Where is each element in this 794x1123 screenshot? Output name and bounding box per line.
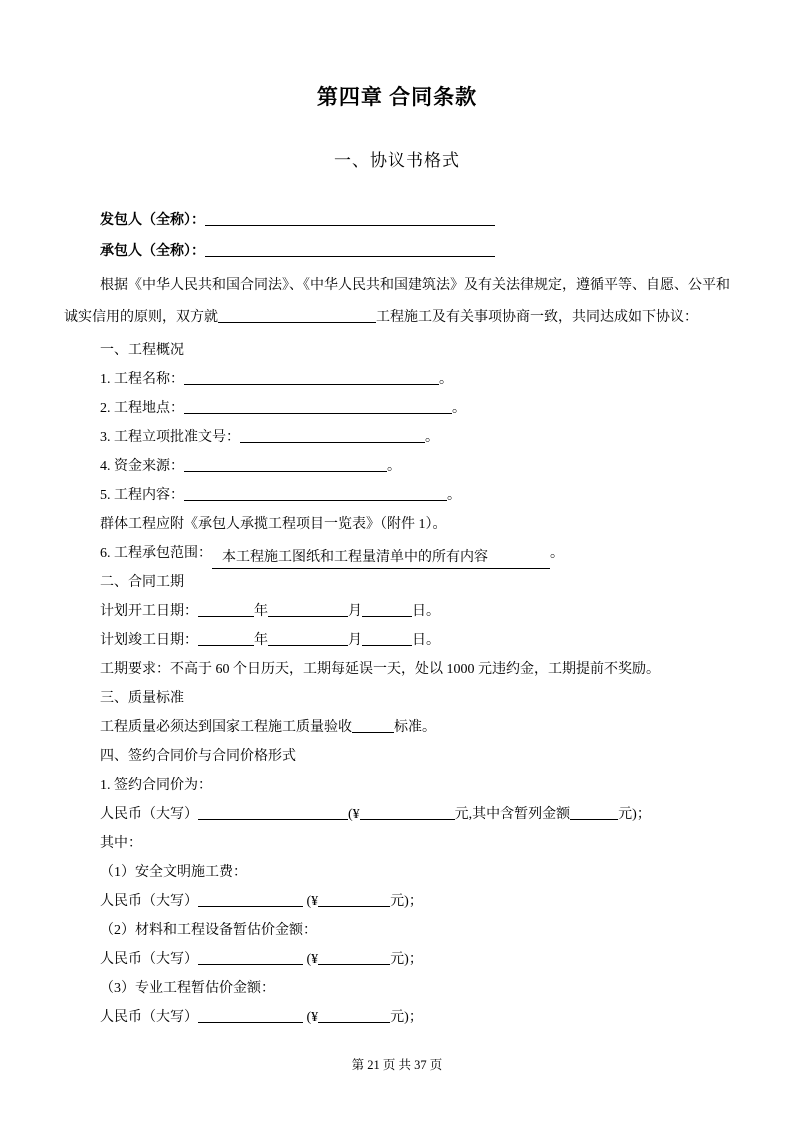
- text-run: 日。: [412, 604, 440, 619]
- preamble-text-before: 根据《中华人民共和国合同法》、《中华人民共和国建筑法》及有关法律规定，遵循平等、自愿、公平和诚实信用的原则，双方就: [64, 278, 730, 325]
- text-run: 1. 工程名称：: [100, 372, 184, 387]
- contract-body: [0, 84, 794, 1032]
- contract-price-amount: [64, 800, 730, 829]
- text-run: 1. 签约合同价为：: [100, 778, 212, 793]
- item-contract-scope: [64, 539, 730, 568]
- planned-start-date: [64, 597, 730, 626]
- text-run: （2）材料和工程设备暂估价金额：: [100, 923, 317, 938]
- text-run: 元)；: [390, 1010, 423, 1025]
- fill-in-blank: [198, 631, 254, 646]
- fill-in-blank: [318, 1008, 390, 1023]
- text-run: 元)；: [390, 952, 423, 967]
- safety-civilized-fee-amount: [64, 887, 730, 916]
- text-run: 2. 工程地点：: [100, 401, 184, 416]
- text-run: 人民币（大写）: [100, 952, 198, 967]
- text-run: 一、工程概况: [100, 343, 184, 358]
- materials-equipment-provisional-amount: [64, 945, 730, 974]
- note-group-project: [64, 510, 730, 539]
- text-run: 。: [425, 430, 439, 445]
- text-run: （1）安全文明施工费：: [100, 865, 247, 880]
- text-run: 计划竣工日期：: [100, 633, 198, 648]
- fill-in-blank: [362, 631, 412, 646]
- text-run: 月: [348, 633, 362, 648]
- breakdown-intro: [64, 829, 730, 858]
- text-run: 。: [439, 372, 453, 387]
- text-run: 。: [387, 459, 401, 474]
- text-run: 元,其中含暂列金额: [454, 807, 571, 822]
- text-run: （3）专业工程暂估价金额：: [100, 981, 275, 996]
- fill-in-blank: [198, 892, 303, 907]
- specialist-works-provisional-label: [64, 974, 730, 1003]
- fill-in-blank: [318, 950, 390, 965]
- fill-in-blank: [362, 602, 412, 617]
- text-run: 工期要求：不高于 60 个日历天，工期每延误一天，处以 1000 元违约金，工期提前不奖励。: [100, 662, 660, 677]
- text-run: 群体工程应附《承包人承揽工程项目一览表》（附件 1）。: [100, 517, 447, 532]
- text-run: 。: [452, 401, 466, 416]
- text-run: 元)；: [390, 894, 423, 909]
- text-run: (¥: [303, 952, 319, 967]
- text-run: 三、质量标准: [100, 691, 184, 706]
- fill-in-blank: [198, 1008, 303, 1023]
- item-funding-source: [64, 452, 730, 481]
- section-heading-3: [64, 684, 730, 713]
- fill-in-blank: [360, 805, 455, 820]
- fill-in-blank: [198, 805, 348, 820]
- planned-completion-date: [64, 626, 730, 655]
- fill-in-blank: [198, 950, 303, 965]
- preamble-paragraph: [64, 270, 730, 334]
- safety-civilized-fee-label: [64, 858, 730, 887]
- employer-line: [64, 205, 730, 236]
- contractor-line: [64, 236, 730, 267]
- text-run: 。: [447, 488, 461, 503]
- text-run: (¥: [348, 807, 360, 822]
- quality-standard: [64, 713, 730, 742]
- fill-in-blank: [184, 457, 387, 472]
- text-run: (¥: [303, 1010, 319, 1025]
- item-project-location: [64, 394, 730, 423]
- page-footer: 第 21 页 共 37 页: [351, 1058, 443, 1072]
- text-run: 工程质量必须达到国家工程施工质量验收: [100, 720, 352, 735]
- fill-in-blank: [318, 892, 390, 907]
- fill-in-blank: [184, 370, 439, 385]
- preamble-blank: [218, 308, 376, 323]
- section-heading-4: [64, 742, 730, 771]
- preamble-text-after: 工程施工及有关事项协商一致，共同达成如下协议：: [376, 310, 698, 325]
- text-run: 月: [348, 604, 362, 619]
- fill-in-blank: [240, 428, 425, 443]
- fill-in-blank: [570, 805, 618, 820]
- filled-blank: 本工程施工图纸和工程量清单中的所有内容: [212, 548, 550, 569]
- text-run: 元)；: [618, 807, 651, 822]
- fill-in-blank: [205, 211, 495, 226]
- text-run: 标准。: [394, 720, 436, 735]
- text-run: 4. 资金来源：: [100, 459, 184, 474]
- page-title: 第四章 合同条款: [316, 85, 478, 109]
- section-heading-2: [64, 568, 730, 597]
- item-approval-document-number: [64, 423, 730, 452]
- text-run: 四、签约合同价与合同价格形式: [100, 749, 296, 764]
- document-lines: [64, 336, 730, 1032]
- section-heading-1: [64, 336, 730, 365]
- materials-equipment-provisional-label: [64, 916, 730, 945]
- fill-in-blank: [268, 602, 348, 617]
- fill-in-blank: [184, 399, 452, 414]
- duration-requirement: [64, 655, 730, 684]
- text-run: 其中：: [100, 836, 142, 851]
- section-title: 一、协议书格式: [334, 151, 460, 170]
- text-run: 日。: [412, 633, 440, 648]
- fill-in-blank: [352, 718, 394, 733]
- text-run: 5. 工程内容：: [100, 488, 184, 503]
- text-run: (¥: [303, 894, 319, 909]
- text-run: 年: [254, 633, 268, 648]
- item-project-content: [64, 481, 730, 510]
- party-lines: [64, 205, 730, 267]
- text-run: 承包人（全称）：: [100, 244, 205, 259]
- text-run: 人民币（大写）: [100, 807, 198, 822]
- fill-in-blank: [268, 631, 348, 646]
- text-run: 人民币（大写）: [100, 1010, 198, 1025]
- fill-in-blank: [198, 602, 254, 617]
- text-run: 年: [254, 604, 268, 619]
- specialist-works-provisional-amount: [64, 1003, 730, 1032]
- text-run: 计划开工日期：: [100, 604, 198, 619]
- text-run: 6. 工程承包范围：: [100, 546, 212, 561]
- item-project-name: [64, 365, 730, 394]
- contract-price-intro: [64, 771, 730, 800]
- text-run: 二、合同工期: [100, 575, 184, 590]
- text-run: 3. 工程立项批准文号：: [100, 430, 240, 445]
- text-run: 。: [550, 546, 564, 561]
- fill-in-blank: [184, 486, 447, 501]
- text-run: 发包人（全称）：: [100, 213, 205, 228]
- text-run: 人民币（大写）: [100, 894, 198, 909]
- fill-in-blank: [205, 242, 495, 257]
